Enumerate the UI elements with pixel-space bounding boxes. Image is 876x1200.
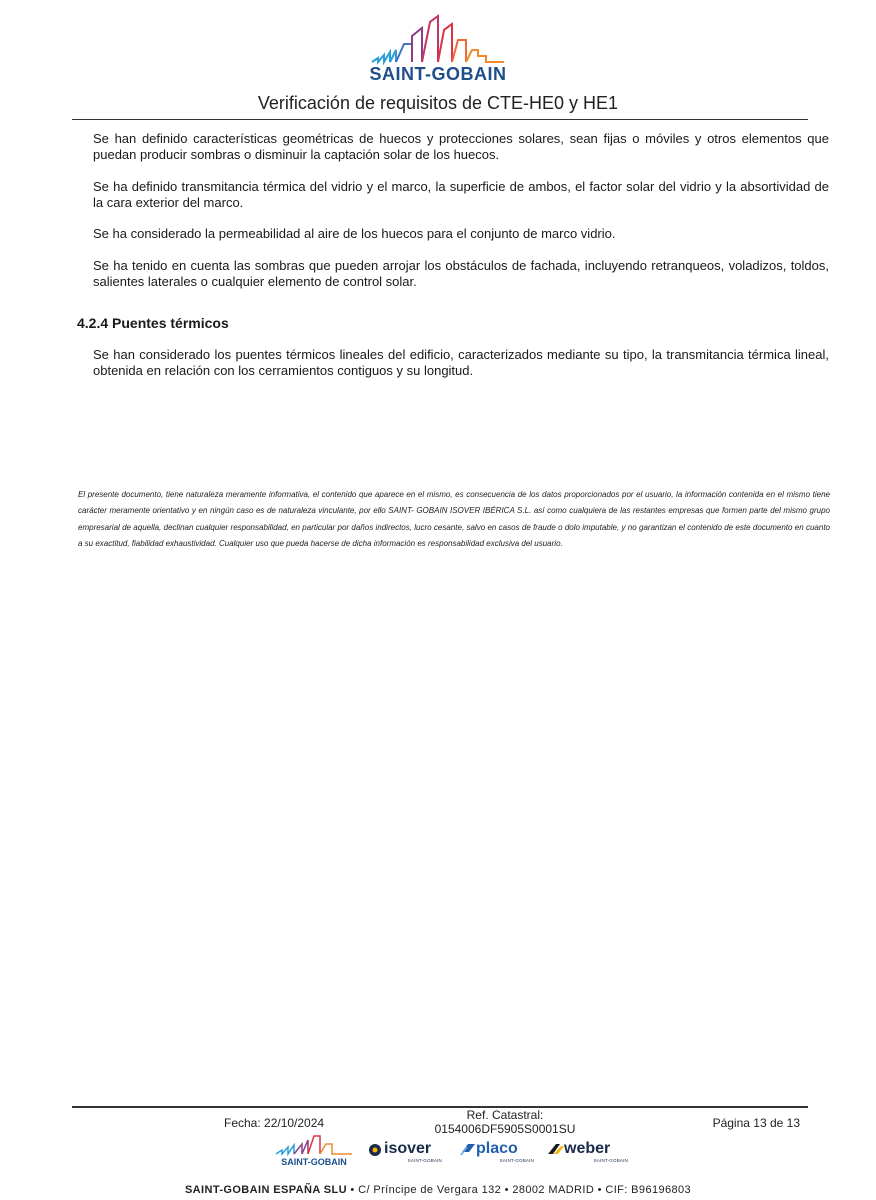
footer-date: Fecha: 22/10/2024 [224,1116,325,1130]
paragraph-transmitancia: Se ha definido transmitancia térmica del vidrio y el marco, la superficie de ambos, el factor solar del vidrio y la absortividad de la cara exterior del marco. [93,179,829,210]
footer-page-number: Página 13 de 13 [712,1116,800,1130]
placo-brand-name: placo [476,1140,518,1157]
saint-gobain-brand-text: SAINT-GOBAIN [281,1157,347,1167]
weber-chevron-icon [548,1142,564,1156]
isover-brand-sub: SAINT-GOBAIN [407,1158,442,1163]
saint-gobain-skyline-icon [368,14,508,66]
saint-gobain-brand-logo [272,1134,356,1170]
header-divider [72,119,808,120]
company-info-line [0,1184,876,1196]
saint-gobain-logo-text: SAINT-GOBAIN [369,64,507,84]
legal-disclaimer: El presente documento, tiene naturaleza meramente informativa, el contenido que aparece en el mismo, es consecuencia de los datos proporcionados por el usuario, la información contenida en el mismo tiene carácter meramente orientativo y en ningún caso es de naturaleza vinculante, por ello SAINT- GOBAIN ISOVER IBÉRICA S.L. así como cualquiera de las restantes empresas que formen parte del mismo grupo empresarial de aquella, declinan cualquier responsabilidad, en particular por daños indirectos, lucro cesante, salvo en casos de fraude o dolo imputable, y no garantizan el contenido de este documento en cuanto a su exactitud, fiabilidad exhaustividad. Cualquier uso que pueda hacerse de dicha información es responsabilidad exclusiva del usuario. [78,490,830,548]
section-heading-puentes-termicos: 4.2.4 Puentes térmicos [77,315,229,331]
company-address: • C/ Príncipe de Vergara 132 • 28002 MADRID • CIF: B96196803 [346,1184,692,1196]
weber-brand-name: weber [564,1140,611,1157]
paragraph-huecos-geometria: Se han definido características geométricas de huecos y protecciones solares, sean fijas o móviles y otros elementos que puedan producir sombras o disminuir la captación solar de los huecos. [93,131,829,162]
company-name: SAINT-GOBAIN ESPAÑA SLU [184,1184,347,1196]
document-title: Verificación de requisitos de CTE-HE0 y HE1 [257,93,619,113]
weber-brand-sub: SAINT-GOBAIN [593,1158,628,1163]
footer-ref-value: 0154006DF5905S0001SU [434,1122,576,1136]
isover-brand-logo [368,1134,442,1170]
footer-ref-label: Ref. Catastral: [466,1108,544,1122]
saint-gobain-mini-skyline-icon [272,1134,356,1156]
footer-cadastral-ref [390,1108,620,1136]
isover-circle-icon [368,1143,382,1157]
paragraph-sombras: Se ha tenido en cuenta las sombras que pueden arrojar los obstáculos de fachada, incluyendo retranqueos, voladizos, toldos, salientes laterales o cualquier elemento de control solar. [93,258,829,289]
weber-brand-logo [548,1134,628,1170]
placo-slab-icon [460,1142,476,1156]
brand-logos [0,1134,876,1170]
placo-brand-logo [460,1134,534,1170]
placo-brand-sub: SAINT-GOBAIN [499,1158,534,1163]
paragraph-puentes-termicos: Se han considerado los puentes térmicos lineales del edificio, caracterizados mediante su tipo, la transmitancia térmica lineal, obtenida en relación con los cerramientos contiguos y su longitud. [93,347,829,378]
paragraph-permeabilidad: Se ha considerado la permeabilidad al aire de los huecos para el conjunto de marco vidrio. [93,226,616,241]
isover-brand-name: isover [384,1140,432,1157]
header-logo [0,14,876,85]
